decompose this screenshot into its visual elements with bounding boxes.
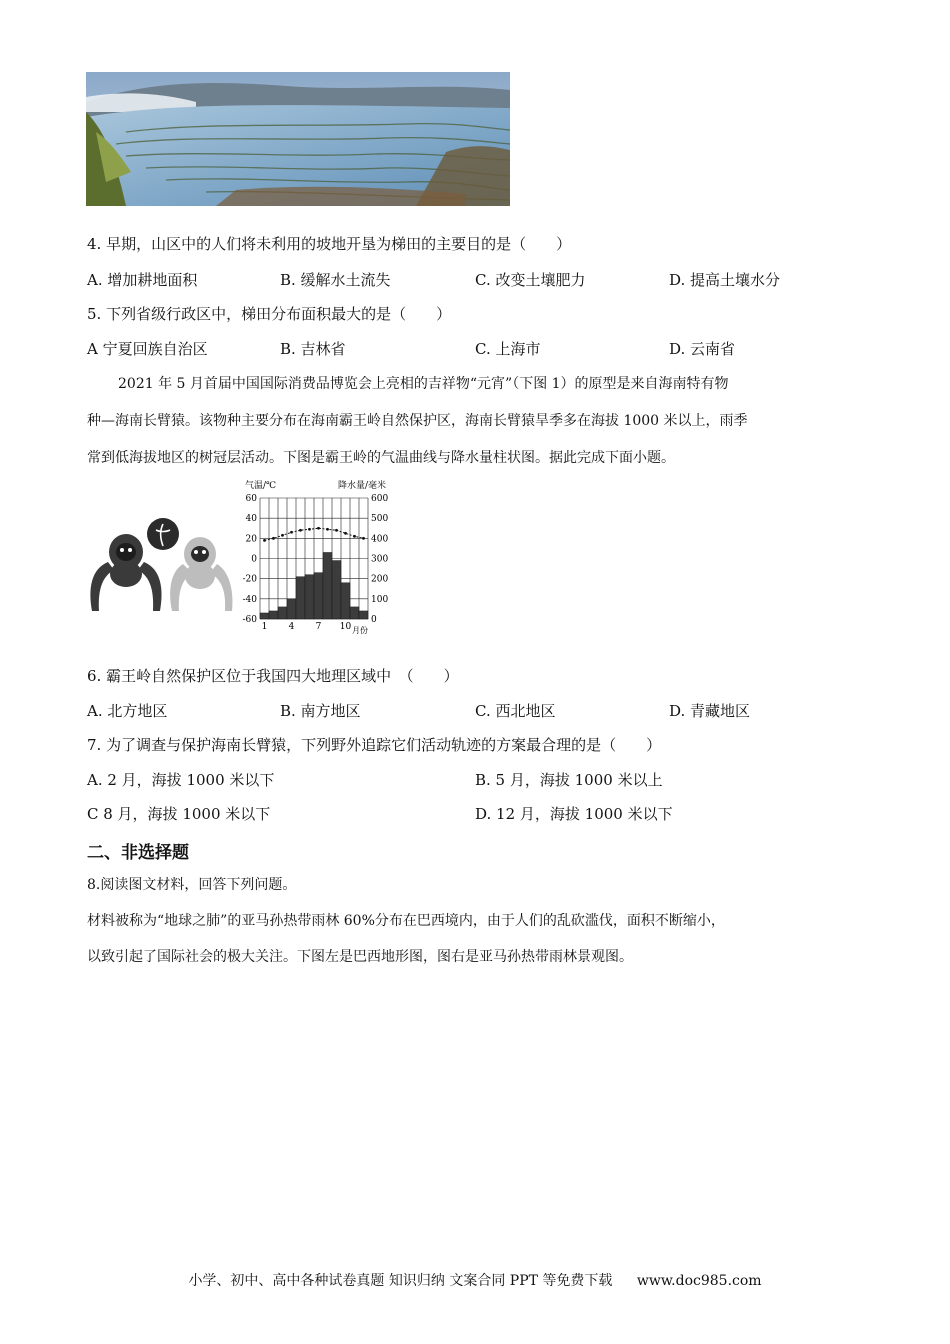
section-heading: 二、非选择题 (87, 843, 189, 863)
q6-option-a[interactable]: A. 北方地区 (87, 702, 168, 720)
left-tick-label: 40 (245, 514, 257, 525)
q5-option-d[interactable]: D. 云南省 (669, 340, 736, 358)
x-unit-label: 月份 (352, 626, 368, 635)
q7-option-b[interactable]: B. 5 月，海拔 1000 米以上 (475, 771, 663, 789)
q6-option-c[interactable]: C. 西北地区 (475, 702, 556, 720)
temperature-point (281, 534, 284, 537)
temperature-point (299, 529, 302, 532)
q7-option-a[interactable]: A. 2 月，海拔 1000 米以下 (87, 771, 275, 789)
precipitation-bar (314, 573, 323, 619)
q7-option-c[interactable]: C 8 月，海拔 1000 米以下 (87, 805, 271, 823)
right-tick-label: 500 (371, 514, 389, 525)
passage-line-2: 种—海南长臂猿。该物种主要分布在海南霸王岭自然保护区，海南长臂猿旱季多在海拔 1000 米以上，雨季 (87, 413, 748, 429)
footer-url[interactable]: www.doc985.com (636, 1273, 762, 1289)
x-tick-label: 1 (261, 622, 268, 632)
q5-option-b[interactable]: B. 吉林省 (280, 340, 346, 358)
right-axis-title: 降水量/毫米 (338, 481, 387, 491)
left-tick-label: -20 (242, 574, 257, 585)
temperature-point (326, 528, 329, 531)
left-tick-label: 60 (245, 494, 257, 504)
precipitation-bar (269, 611, 278, 619)
q4-option-b[interactable]: B. 缓解水土流失 (280, 271, 391, 289)
passage-line-1: 2021 年 5 月首届中国国际消费品博览会上亮相的吉祥物“元宵”（下图 1）的原型是来自海南特有物 (118, 376, 729, 392)
precipitation-bar (341, 583, 350, 619)
q5-option-c[interactable]: C. 上海市 (475, 340, 541, 358)
right-tick-label: 0 (371, 615, 377, 625)
question-4-stem: 4. 早期，山区中的人们将未利用的坡地开垦为梯田的主要目的是（ ） (87, 235, 572, 253)
terrace-photo (86, 72, 510, 206)
temperature-point (272, 537, 275, 540)
question-5-stem: 5. 下列省级行政区中，梯田分布面积最大的是（ ） (87, 305, 452, 323)
right-tick-label: 300 (371, 554, 389, 565)
question-7-stem: 7. 为了调查与保护海南长臂猿，下列野外追踪它们活动轨迹的方案最合理的是（ ） (87, 736, 662, 754)
question-6-stem: 6. 霸王岭自然保护区位于我国四大地理区域中 （ ） (87, 667, 459, 685)
q4-option-a[interactable]: A. 增加耕地面积 (87, 271, 198, 289)
x-tick-label: 7 (315, 622, 322, 632)
q4-option-c[interactable]: C. 改变土壤肥力 (475, 271, 586, 289)
temperature-point (362, 537, 365, 540)
x-tick-label: 10 (339, 622, 352, 632)
passage-line-3: 常到低海拔地区的树冠层活动。下图是霸王岭的气温曲线与降水量柱状图。据此完成下面小题。 (87, 450, 675, 466)
temperature-point (290, 531, 293, 534)
left-tick-label: -40 (242, 594, 257, 605)
temperature-point (344, 532, 347, 535)
right-tick-label: 200 (371, 574, 389, 585)
precipitation-bar (260, 613, 269, 619)
left-tick-label: -60 (242, 615, 257, 625)
temperature-point (353, 535, 356, 538)
precipitation-bar (278, 607, 287, 619)
question-8-line-1: 材料被称为“地球之肺”的亚马孙热带雨林 60%分布在巴西境内，由于人们的乱砍滥伐，面积不断缩小， (87, 913, 725, 929)
temperature-point (308, 528, 311, 531)
climate-chart (236, 474, 396, 636)
left-tick-label: 0 (251, 554, 257, 565)
temperature-point (263, 539, 266, 542)
question-8-line-2: 以致引起了国际社会的极大关注。下图左是巴西地形图，图右是亚马孙热带雨林景观图。 (87, 949, 633, 965)
footer-text: 小学、初中、高中各种试卷真题 知识归纳 文案合同 PPT 等免费下载 (188, 1273, 613, 1289)
temperature-point (335, 529, 338, 532)
precipitation-bar (323, 552, 332, 619)
temperature-point (317, 527, 320, 530)
left-tick-label: 20 (245, 534, 257, 545)
x-tick-label: 4 (288, 622, 295, 632)
precipitation-bar (305, 575, 314, 619)
question-8-stem: 8.阅读图文材料，回答下列问题。 (87, 877, 297, 893)
precipitation-bar (287, 599, 296, 619)
q4-option-d[interactable]: D. 提高土壤水分 (669, 271, 781, 289)
right-tick-label: 600 (371, 494, 389, 504)
right-tick-label: 400 (371, 534, 389, 545)
q6-option-d[interactable]: D. 青藏地区 (669, 702, 751, 720)
q7-option-d[interactable]: D. 12 月，海拔 1000 米以下 (475, 805, 673, 823)
page-footer (0, 1270, 950, 1290)
precipitation-bar (350, 607, 359, 619)
gibbon-mascot-illustration (86, 514, 236, 614)
q5-option-a[interactable]: A 宁夏回族自治区 (87, 340, 208, 358)
q6-option-b[interactable]: B. 南方地区 (280, 702, 361, 720)
right-tick-label: 100 (371, 594, 389, 605)
precipitation-bar (359, 611, 368, 619)
left-axis-title: 气温/℃ (245, 481, 277, 491)
precipitation-bar (296, 577, 305, 619)
precipitation-bar (332, 561, 341, 619)
